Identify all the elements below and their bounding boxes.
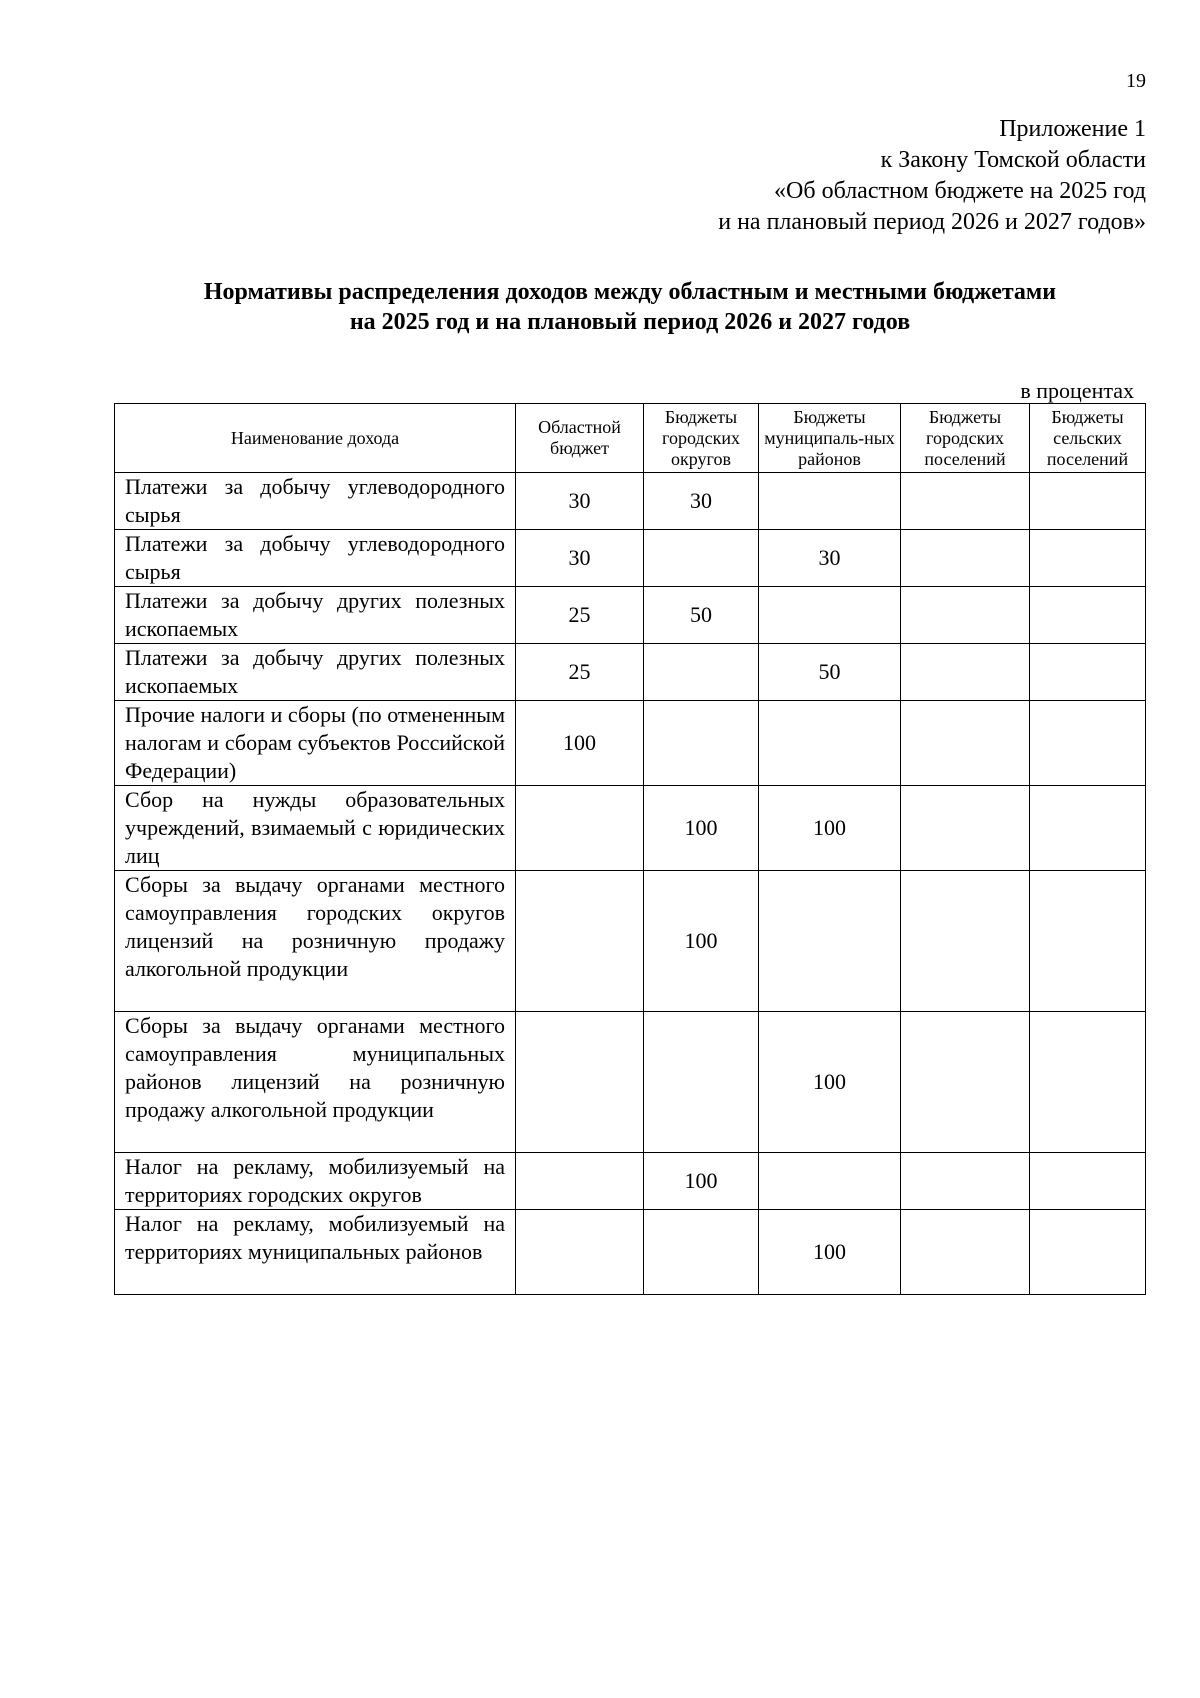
income-name: Платежи за добычу других полезных ископаемых xyxy=(115,644,516,701)
appendix-line: к Закону Томской области xyxy=(880,147,1146,173)
value-municipal-districts: 100 xyxy=(759,786,901,871)
value-city-districts: 50 xyxy=(644,587,759,644)
table-row xyxy=(115,473,1146,530)
value-regional xyxy=(516,1210,644,1295)
value-municipal-districts xyxy=(759,587,901,644)
table-row xyxy=(115,786,1146,871)
units-label: в процентах xyxy=(1020,378,1134,403)
value-urban-settlements xyxy=(901,871,1030,1012)
table-row xyxy=(115,587,1146,644)
table-row xyxy=(115,644,1146,701)
value-municipal-districts xyxy=(759,701,901,786)
income-name: Сборы за выдачу органами местного самоуправления городских округов лицензий на розничную продажу алкогольной продукции xyxy=(115,871,516,1012)
value-municipal-districts: 100 xyxy=(759,1210,901,1295)
value-regional xyxy=(516,1153,644,1210)
value-urban-settlements xyxy=(901,530,1030,587)
header-urban-settlements: Бюджеты городских поселений xyxy=(901,404,1030,473)
value-city-districts: 100 xyxy=(644,1153,759,1210)
value-urban-settlements xyxy=(901,1210,1030,1295)
income-name: Налог на рекламу, мобилизуемый на территориях муниципальных районов xyxy=(115,1210,516,1295)
value-city-districts: 100 xyxy=(644,871,759,1012)
value-urban-settlements xyxy=(901,701,1030,786)
income-name: Прочие налоги и сборы (по отмененным налогам и сборам субъектов Российской Федерации) xyxy=(115,701,516,786)
value-rural-settlements xyxy=(1030,644,1146,701)
value-municipal-districts xyxy=(759,1153,901,1210)
value-municipal-districts xyxy=(759,473,901,530)
header-regional-budget: Областной бюджет xyxy=(516,404,644,473)
value-city-districts: 30 xyxy=(644,473,759,530)
value-urban-settlements xyxy=(901,587,1030,644)
value-city-districts xyxy=(644,1012,759,1153)
value-urban-settlements xyxy=(901,473,1030,530)
income-name: Сборы за выдачу органами местного самоуправления муниципальных районов лицензий на розничную продажу алкогольной продукции xyxy=(115,1012,516,1153)
page-number: 19 xyxy=(1126,70,1146,92)
title-line: Нормативы распределения доходов между областным и местными бюджетами xyxy=(203,279,1057,305)
table-row xyxy=(115,1012,1146,1153)
value-rural-settlements xyxy=(1030,1012,1146,1153)
income-name: Платежи за добычу углеводородного сырья xyxy=(115,530,516,587)
header-city-districts: Бюджеты городских округов xyxy=(644,404,759,473)
value-regional: 30 xyxy=(516,530,644,587)
value-city-districts xyxy=(644,1210,759,1295)
income-name: Сбор на нужды образовательных учреждений, взимаемый с юридических лиц xyxy=(115,786,516,871)
norms-table xyxy=(114,403,1146,1295)
value-rural-settlements xyxy=(1030,1153,1146,1210)
value-regional xyxy=(516,786,644,871)
value-rural-settlements xyxy=(1030,473,1146,530)
value-rural-settlements xyxy=(1030,530,1146,587)
value-regional: 25 xyxy=(516,644,644,701)
value-rural-settlements xyxy=(1030,1210,1146,1295)
income-name: Платежи за добычу других полезных ископаемых xyxy=(115,587,516,644)
value-municipal-districts: 50 xyxy=(759,644,901,701)
title-line: на 2025 год и на плановый период 2026 и 2027 годов xyxy=(349,309,911,335)
value-regional xyxy=(516,1012,644,1153)
value-city-districts xyxy=(644,530,759,587)
value-municipal-districts: 30 xyxy=(759,530,901,587)
table-row xyxy=(115,871,1146,1012)
appendix-line: «Об областном бюджете на 2025 год xyxy=(774,178,1146,204)
value-rural-settlements xyxy=(1030,871,1146,1012)
value-city-districts xyxy=(644,701,759,786)
appendix-header xyxy=(718,114,1146,238)
appendix-line: Приложение 1 xyxy=(999,116,1146,142)
value-regional: 30 xyxy=(516,473,644,530)
value-urban-settlements xyxy=(901,1012,1030,1153)
income-name: Платежи за добычу углеводородного сырья xyxy=(115,473,516,530)
value-rural-settlements xyxy=(1030,786,1146,871)
value-city-districts xyxy=(644,644,759,701)
header-income-name: Наименование дохода xyxy=(115,404,516,473)
value-urban-settlements xyxy=(901,1153,1030,1210)
table-row xyxy=(115,530,1146,587)
value-rural-settlements xyxy=(1030,701,1146,786)
value-urban-settlements xyxy=(901,786,1030,871)
value-urban-settlements xyxy=(901,644,1030,701)
value-municipal-districts: 100 xyxy=(759,1012,901,1153)
value-regional: 25 xyxy=(516,587,644,644)
header-municipal-districts: Бюджеты муниципаль-ных районов xyxy=(759,404,901,473)
table-row xyxy=(115,1210,1146,1295)
table-row xyxy=(115,701,1146,786)
document-title xyxy=(0,277,1200,337)
header-rural-settlements: Бюджеты сельских поселений xyxy=(1030,404,1146,473)
appendix-line: и на плановый период 2026 и 2027 годов» xyxy=(718,209,1146,235)
value-regional xyxy=(516,871,644,1012)
value-municipal-districts xyxy=(759,871,901,1012)
value-rural-settlements xyxy=(1030,587,1146,644)
income-name: Налог на рекламу, мобилизуемый на территориях городских округов xyxy=(115,1153,516,1210)
table-header-row xyxy=(115,404,1146,473)
table-row xyxy=(115,1153,1146,1210)
value-city-districts: 100 xyxy=(644,786,759,871)
value-regional: 100 xyxy=(516,701,644,786)
